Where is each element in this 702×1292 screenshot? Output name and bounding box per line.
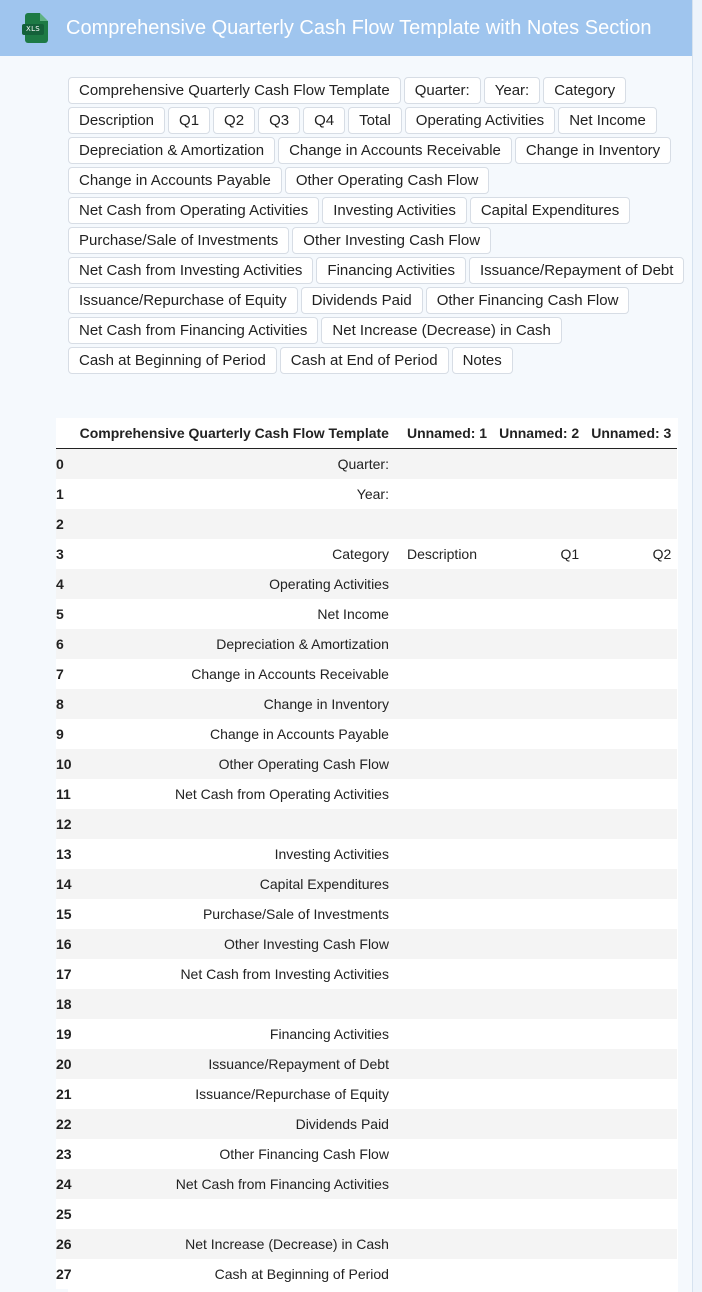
table-cell[interactable] [395,1169,493,1199]
table-cell[interactable] [585,1169,677,1199]
table-cell[interactable] [395,659,493,689]
table-cell[interactable] [395,1139,493,1169]
table-cell[interactable] [395,959,493,989]
table-row [56,1109,677,1139]
column-chip[interactable]: Capital Expenditures [470,197,630,224]
table-cell[interactable]: Net Cash from Financing Activities [74,1169,395,1199]
app-header [0,0,692,56]
table-row [56,1019,677,1049]
table-cell[interactable] [493,719,585,749]
table-cell[interactable] [585,1049,677,1079]
table-cell[interactable]: Description [395,539,493,569]
data-table-viewport[interactable] [56,418,678,1292]
table-cell[interactable] [585,509,677,539]
table-cell[interactable]: Issuance/Repurchase of Equity [74,1079,395,1109]
column-chip[interactable]: Cash at Beginning of Period [68,347,277,374]
table-cell[interactable] [493,749,585,779]
table-cell[interactable]: Issuance/Repayment of Debt [74,1049,395,1079]
column-chip[interactable]: Year: [484,77,540,104]
table-cell[interactable] [585,689,677,719]
table-row [56,959,677,989]
table-cell[interactable]: Net Income [74,599,395,629]
table-cell[interactable]: Year: [74,479,395,509]
table-cell[interactable] [585,839,677,869]
row-index: 16 [56,929,74,959]
table-row [56,629,677,659]
table-row [56,1139,677,1169]
table-cell[interactable] [395,869,493,899]
column-chip[interactable]: Q2 [213,107,255,134]
table-row [56,569,677,599]
table-cell[interactable] [493,659,585,689]
row-index: 27 [56,1259,74,1289]
table-row [56,689,677,719]
table-cell[interactable] [493,1259,585,1289]
table-cell[interactable] [493,1199,585,1229]
table-cell[interactable] [395,779,493,809]
table-cell[interactable] [493,989,585,1019]
table-cell[interactable]: Net Cash from Investing Activities [74,959,395,989]
table-cell[interactable] [395,569,493,599]
table-row [56,779,677,809]
table-row [56,1049,677,1079]
table-cell[interactable] [395,1049,493,1079]
table-cell[interactable] [493,569,585,599]
table-cell[interactable] [585,749,677,779]
table-cell[interactable] [74,989,395,1019]
table-cell[interactable] [585,629,677,659]
table-cell[interactable] [585,1019,677,1049]
table-cell[interactable] [74,809,395,839]
table-cell[interactable] [395,449,493,480]
row-index: 8 [56,689,74,719]
table-cell[interactable]: Q2 [585,539,677,569]
row-index: 9 [56,719,74,749]
column-chip-list [68,77,688,374]
table-cell[interactable] [395,1079,493,1109]
table-cell[interactable] [493,449,585,480]
row-index: 25 [56,1199,74,1229]
column-chip[interactable]: Dividends Paid [301,287,423,314]
column-chip[interactable]: Notes [452,347,513,374]
column-chip[interactable]: Depreciation & Amortization [68,137,275,164]
row-index: 1 [56,479,74,509]
table-cell[interactable]: Quarter: [74,449,395,480]
row-index: 3 [56,539,74,569]
row-index: 5 [56,599,74,629]
table-row [56,749,677,779]
table-row [56,989,677,1019]
table-body [56,449,677,1290]
table-row [56,1079,677,1109]
table-cell[interactable] [395,1109,493,1139]
column-chip[interactable]: Investing Activities [322,197,467,224]
column-chip[interactable]: Net Cash from Operating Activities [68,197,319,224]
table-cell[interactable] [493,779,585,809]
row-index: 10 [56,749,74,779]
table-cell[interactable] [395,1259,493,1289]
table-cell[interactable]: Q1 [493,539,585,569]
table-cell[interactable] [493,839,585,869]
row-index: 21 [56,1079,74,1109]
table-cell[interactable]: Depreciation & Amortization [74,629,395,659]
table-cell[interactable]: Capital Expenditures [74,869,395,899]
table-cell[interactable] [395,629,493,659]
table-cell[interactable] [493,809,585,839]
table-cell[interactable] [585,929,677,959]
table-cell[interactable] [493,1109,585,1139]
column-chip[interactable]: Other Financing Cash Flow [426,287,630,314]
row-index: 0 [56,449,74,480]
table-cell[interactable] [395,809,493,839]
table-cell[interactable]: Financing Activities [74,1019,395,1049]
table-cell[interactable] [493,479,585,509]
table-row [56,509,677,539]
row-index: 2 [56,509,74,539]
table-cell[interactable]: Other Financing Cash Flow [74,1139,395,1169]
column-chip[interactable]: Q4 [303,107,345,134]
table-cell[interactable] [585,809,677,839]
table-cell[interactable] [395,719,493,749]
column-chip[interactable]: Change in Accounts Payable [68,167,282,194]
row-index: 24 [56,1169,74,1199]
column-chip[interactable]: Net Income [558,107,657,134]
row-index: 15 [56,899,74,929]
table-cell[interactable] [395,1019,493,1049]
column-chip[interactable]: Comprehensive Quarterly Cash Flow Template [68,77,401,104]
table-cell[interactable] [585,719,677,749]
table-cell[interactable] [395,599,493,629]
table-cell[interactable]: Dividends Paid [74,1109,395,1139]
table-row [56,539,677,569]
table-cell[interactable] [585,899,677,929]
column-chip[interactable]: Net Cash from Investing Activities [68,257,313,284]
table-cell[interactable] [395,899,493,929]
column-chip[interactable]: Purchase/Sale of Investments [68,227,289,254]
table-row [56,659,677,689]
table-cell[interactable] [74,1199,395,1229]
table-row [56,929,677,959]
table-cell[interactable] [585,569,677,599]
column-chip[interactable]: Issuance/Repayment of Debt [469,257,684,284]
data-table [56,418,677,1289]
row-index: 23 [56,1139,74,1169]
table-cell[interactable] [395,1229,493,1259]
table-cell[interactable] [493,929,585,959]
table-cell[interactable] [395,749,493,779]
column-chip[interactable]: Change in Inventory [515,137,671,164]
column-header: Comprehensive Quarterly Cash Flow Template [74,418,395,449]
column-chip[interactable]: Total [348,107,402,134]
row-index: 17 [56,959,74,989]
table-cell[interactable] [395,929,493,959]
file-type-label: XLS [22,24,44,35]
column-chip[interactable]: Net Cash from Financing Activities [68,317,318,344]
table-row [56,839,677,869]
table-row [56,599,677,629]
table-cell[interactable] [585,1109,677,1139]
row-index: 12 [56,809,74,839]
column-chip[interactable]: Operating Activities [405,107,555,134]
table-cell[interactable]: Purchase/Sale of Investments [74,899,395,929]
table-row [56,1199,677,1229]
page-title: Comprehensive Quarterly Cash Flow Template with Notes Section [66,16,652,39]
table-cell[interactable] [585,479,677,509]
table-cell[interactable]: Net Cash from Operating Activities [74,779,395,809]
table-cell[interactable]: Change in Accounts Receivable [74,659,395,689]
table-cell[interactable] [493,959,585,989]
table-cell[interactable]: Net Increase (Decrease) in Cash [74,1229,395,1259]
table-cell[interactable] [493,509,585,539]
row-index: 19 [56,1019,74,1049]
table-row [56,1259,677,1289]
table-cell[interactable] [493,689,585,719]
table-cell[interactable] [395,1199,493,1229]
row-index: 6 [56,629,74,659]
row-index: 13 [56,839,74,869]
column-chip[interactable]: Quarter: [404,77,481,104]
table-cell[interactable] [493,1169,585,1199]
table-cell[interactable]: Other Operating Cash Flow [74,749,395,779]
table-cell[interactable] [395,839,493,869]
table-cell[interactable] [493,1049,585,1079]
table-cell[interactable]: Category [74,539,395,569]
row-index: 18 [56,989,74,1019]
row-index: 14 [56,869,74,899]
table-cell[interactable] [493,599,585,629]
table-cell[interactable] [585,959,677,989]
column-chip[interactable]: Category [543,77,626,104]
table-cell[interactable] [585,449,677,480]
table-cell[interactable]: Other Investing Cash Flow [74,929,395,959]
table-row [56,719,677,749]
row-index: 4 [56,569,74,599]
table-cell[interactable] [585,779,677,809]
table-cell[interactable]: Change in Accounts Payable [74,719,395,749]
column-chip[interactable]: Change in Accounts Receivable [278,137,512,164]
row-index: 7 [56,659,74,689]
table-cell[interactable] [395,989,493,1019]
table-row [56,449,677,480]
table-cell[interactable] [493,1229,585,1259]
table-cell[interactable] [395,509,493,539]
table-cell[interactable] [585,1079,677,1109]
table-cell[interactable] [585,869,677,899]
column-chip[interactable]: Issuance/Repurchase of Equity [68,287,298,314]
table-cell[interactable]: Cash at Beginning of Period [74,1259,395,1289]
table-cell[interactable] [493,899,585,929]
column-chip[interactable]: Other Operating Cash Flow [285,167,490,194]
excel-file-icon [22,13,48,43]
index-header [56,418,74,449]
column-chip[interactable]: Net Increase (Decrease) in Cash [321,317,561,344]
table-row [56,899,677,929]
column-chip[interactable]: Description [68,107,165,134]
row-index: 22 [56,1109,74,1139]
column-chip[interactable]: Financing Activities [316,257,466,284]
column-chip[interactable]: Other Investing Cash Flow [292,227,491,254]
table-cell[interactable] [493,869,585,899]
table-row [56,1229,677,1259]
table-row [56,809,677,839]
table-cell[interactable]: Change in Inventory [74,689,395,719]
table-cell[interactable]: Operating Activities [74,569,395,599]
table-cell[interactable] [585,1259,677,1289]
row-index: 26 [56,1229,74,1259]
table-cell[interactable] [493,1079,585,1109]
table-cell[interactable] [585,1229,677,1259]
column-chip[interactable]: Cash at End of Period [280,347,449,374]
table-cell[interactable] [493,629,585,659]
table-row [56,869,677,899]
row-index: 20 [56,1049,74,1079]
table-cell[interactable] [585,989,677,1019]
column-header: Unnamed: 3 [585,418,677,449]
column-chip[interactable]: Q1 [168,107,210,134]
table-row [56,1169,677,1199]
row-index: 11 [56,779,74,809]
table-cell[interactable] [74,509,395,539]
column-chip[interactable]: Q3 [258,107,300,134]
table-row [56,479,677,509]
table-cell[interactable] [585,659,677,689]
table-cell[interactable] [493,1019,585,1049]
table-cell[interactable] [493,1139,585,1169]
column-header: Unnamed: 1 [395,418,493,449]
table-cell[interactable] [585,1199,677,1229]
table-header-row [56,418,677,449]
table-cell[interactable] [395,479,493,509]
table-cell[interactable] [585,1139,677,1169]
column-header: Unnamed: 2 [493,418,585,449]
table-cell[interactable] [395,689,493,719]
table-cell[interactable] [585,599,677,629]
table-cell[interactable]: Investing Activities [74,839,395,869]
